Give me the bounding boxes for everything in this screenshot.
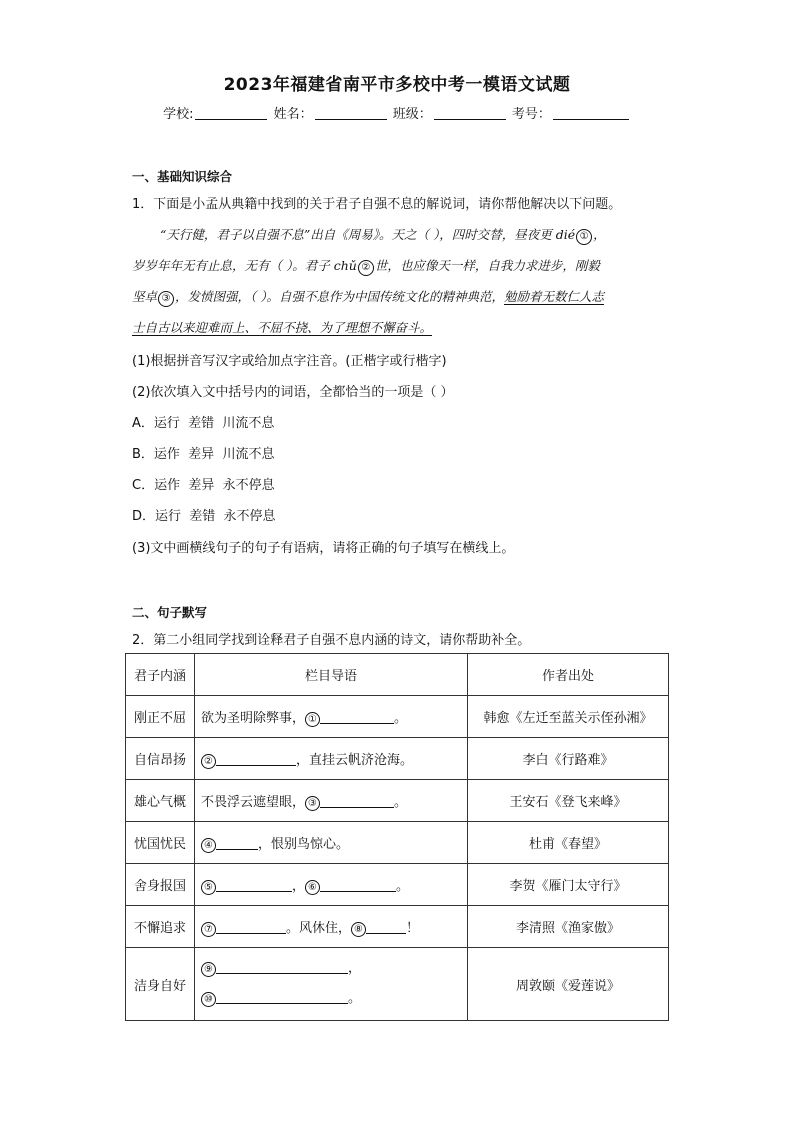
verse-text: 欲为圣明除弊事， [201,710,306,726]
answer-blank[interactable] [216,961,348,974]
answer-blank[interactable] [216,991,348,1004]
number-blank[interactable] [553,106,629,120]
table-row [126,780,669,822]
verse-cell [195,780,468,822]
answer-blank[interactable] [216,753,296,766]
passage-line-4 [132,318,432,336]
theme-cell: 舍身报国 [126,864,195,906]
passage-line-1 [160,225,606,245]
blank-marker: ⑩ [201,992,216,1007]
blank-marker: ③ [158,291,174,307]
underlined-sentence: 勉励着无数仁人志 [504,289,605,304]
verse-cell [195,948,468,1021]
blank-marker: ③ [305,796,320,811]
theme-cell: 自信昂扬 [126,738,195,780]
option-d[interactable]: D．运行 差错 永不停息 [132,509,276,524]
blank-marker: ⑦ [201,922,216,937]
option-c[interactable]: C．运作 差异 永不停息 [132,478,275,493]
blank-marker: ② [201,754,216,769]
passage-text: 岁岁年年无有止息，无有（ ）。君子 chǔ [132,258,357,273]
verse-text: ！ [406,920,420,936]
underlined-sentence: 士自古以来迎难而上、不屈不挠、为了理想不懈奋斗。 [132,320,433,335]
section1-heading: 一、基础知识综合 [132,169,233,184]
blank-marker: ② [358,260,374,276]
theme-cell: 不懈追求 [126,906,195,948]
blank-marker: ④ [201,838,216,853]
question2-stem: 2．第二小组同学找到诠释君子自强不息内涵的诗文，请你帮助补全。 [132,633,531,648]
table-header: 作者出处 [468,654,669,696]
blank-marker: ① [305,712,320,727]
table-row [126,696,669,738]
passage-text: 坚卓 [132,289,158,304]
source-cell: 周敦颐《爱莲说》 [468,948,669,1021]
answer-blank[interactable] [320,879,396,892]
verse-text: 。 [394,794,408,810]
student-info-line [0,103,794,122]
answer-blank[interactable] [366,921,406,934]
source-cell: 李贺《雁门太守行》 [468,864,669,906]
source-cell: 杜甫《春望》 [468,822,669,864]
poem-table [125,653,669,1021]
source-cell: 李白《行路难》 [468,738,669,780]
number-label: 考号： [511,107,551,122]
section2-heading: 二、句子默写 [132,605,208,620]
verse-text: 。风休住， [286,920,352,936]
blank-marker: ⑨ [201,962,216,977]
table-row [126,738,669,780]
passage-text: “天行健，君子以自强不息”出自《周易》。天之（ ），四时交替，昼夜更 dié [160,227,576,242]
theme-cell: 忧国忧民 [126,822,195,864]
passage-line-3 [132,287,604,307]
sub-question-2: (2)依次填入文中括号内的词语，全都恰当的一项是（ ） [132,385,454,400]
verse-text: ，恨别鸟惊心。 [258,836,350,852]
verse-text: 。 [348,991,362,1006]
verse-cell [195,696,468,738]
table-row [126,864,669,906]
verse-text: 。 [394,710,408,726]
sub-question-1: (1)根据拼音写汉字或给加点字注音。(正楷字或行楷字) [132,354,447,369]
table-header: 栏目导语 [195,654,468,696]
blank-marker: ⑤ [201,880,216,895]
option-a[interactable]: A．运行 差错 川流不息 [132,416,275,431]
answer-blank[interactable] [216,921,286,934]
theme-cell: 刚正不屈 [126,696,195,738]
verse-text: 不畏浮云遮望眼， [201,794,306,810]
verse-cell [195,906,468,948]
answer-blank[interactable] [216,879,292,892]
verse-cell [195,864,468,906]
verse-text: ，直挂云帆济沧海。 [296,752,414,768]
source-cell: 李清照《渔家傲》 [468,906,669,948]
name-blank[interactable] [315,106,387,120]
answer-blank[interactable] [216,837,258,850]
source-cell: 韩愈《左迁至蓝关示侄孙湘》 [468,696,669,738]
question1-stem: 1．下面是小孟从典籍中找到的关于君子自强不息的解说词，请你帮他解决以下问题。 [132,197,622,212]
answer-blank[interactable] [320,795,394,808]
blank-marker: ⑥ [305,880,320,895]
source-cell: 王安石《登飞来峰》 [468,780,669,822]
table-header: 君子内涵 [126,654,195,696]
table-row [126,948,669,1021]
passage-text: ， [593,227,606,242]
answer-blank[interactable] [320,711,394,724]
blank-marker: ① [576,229,592,245]
theme-cell: 洁身自好 [126,948,195,1021]
school-blank[interactable] [195,106,267,120]
name-label: 姓名： [273,107,313,122]
passage-line-2 [132,256,600,276]
verse-text: 。 [396,878,410,894]
theme-cell: 雄心气概 [126,780,195,822]
blank-marker: ⑧ [351,922,366,937]
verse-cell [195,738,468,780]
table-row [126,906,669,948]
verse-text: ， [292,878,306,894]
table-header-row [126,654,669,696]
passage-text: ，发愤图强，（ ）。自强不息作为中国传统文化的精神典范， [175,289,504,304]
school-label: 学校: [163,107,194,122]
verse-text: ， [348,961,362,976]
table-row [126,822,669,864]
option-b[interactable]: B．运作 差异 川流不息 [132,447,275,462]
page-title: 2023年福建省南平市多校中考一模语文试题 [223,75,571,95]
verse-cell [195,822,468,864]
sub-question-3: (3)文中画横线句子的句子有语病，请将正确的句子填写在横线上。 [132,541,515,556]
class-blank[interactable] [434,106,506,120]
class-label: 班级： [392,107,432,122]
passage-text: 世，也应像天一样，自我力求进步，刚毅 [374,258,600,273]
